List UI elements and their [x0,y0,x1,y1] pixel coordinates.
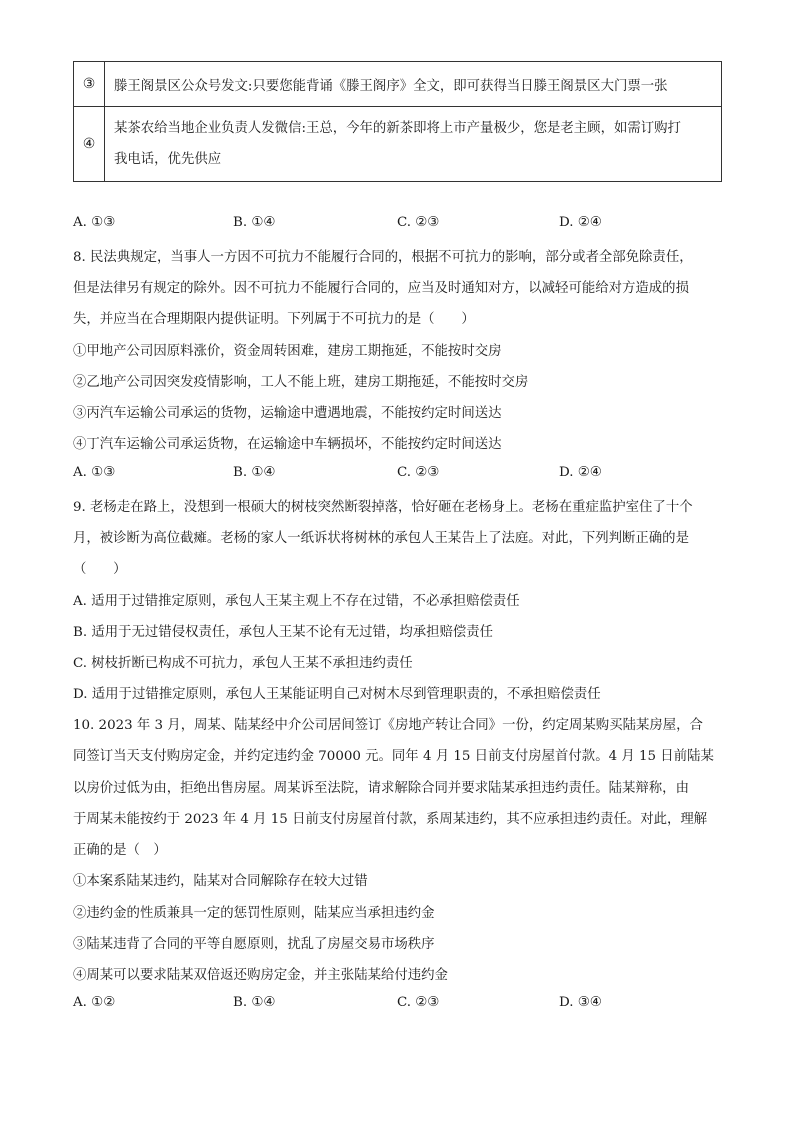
row-text: 滕王阁景区公众号发文:只要您能背诵《滕王阁序》全文，即可获得当日滕王阁景区大门票一张 [105,62,722,107]
option-d[interactable]: D. ②④ [559,465,602,480]
option-c[interactable]: C. ②③ [397,465,440,480]
option-d[interactable]: D. 适用于过错推定原则，承包人王某能证明自己对树木尽到管理职责的，不承担赔偿责任 [73,687,601,702]
option-c[interactable]: C. ②③ [397,215,440,230]
option-b[interactable]: B. 适用于无过错侵权责任，承包人王某不论有无过错，均承担赔偿责任 [73,625,494,640]
table-row [74,107,722,182]
question-8-stem: 失，并应当在合理期限内提供证明。下列属于不可抗力的是（ ） [73,312,475,327]
row-text [105,107,722,182]
option-a[interactable]: A. ①② [73,995,116,1010]
option-a[interactable]: A. 适用于过错推定原则，承包人王某主观上不存在过错，不必承担赔偿责任 [73,594,520,609]
q8-options [73,465,723,485]
question-8-stem: 8. 民法典规定，当事人一方因不可抗力不能履行合同的，根据不可抗力的影响，部分或者全部免除责任， [73,250,693,265]
statement-3: ③丙汽车运输公司承运的货物，运输途中遭遇地震，不能按约定时间送达 [73,406,502,421]
option-a[interactable]: A. ①③ [73,465,116,480]
option-d[interactable]: D. ②④ [559,215,602,230]
question-9-stem: 9. 老杨走在路上，没想到一根硕大的树枝突然断裂掉落，恰好砸在老杨身上。老杨在重症监护室住了十个 [73,500,693,515]
option-d[interactable]: D. ③④ [559,995,602,1010]
question-10-stem: 以房价过低为由，拒绝出售房屋。周某诉至法院，请求解除合同并要求陆某承担违约责任。陆某辩称，由 [73,781,689,796]
row-number: ④ [74,107,105,182]
statement-1: ①本案系陆某违约，陆某对合同解除存在较大过错 [73,874,368,889]
question-9-stem: （ ） [73,562,127,577]
option-c[interactable]: C. ②③ [397,995,440,1010]
row-text-line: 我电话，优先供应 [114,152,222,167]
option-a[interactable]: A. ①③ [73,215,116,230]
question-10-stem: 正确的是（ ） [73,843,167,858]
question-10-stem: 10. 2023 年 3 月，周某、陆某经中介公司居间签订《房地产转让合同》一份，约定周某购买陆某房屋，合 [73,718,703,733]
question-9-stem: 月，被诊断为高位截瘫。老杨的家人一纸诉状将树林的承包人王某告上了法庭。对此，下列判断正确的是 [73,531,689,546]
row-number: ③ [74,62,105,107]
row-text-line: 某茶农给当地企业负责人发微信:王总，今年的新茶即将上市产量极少，您是老主顾，如需订购打 [114,121,681,136]
statement-2: ②违约金的性质兼具一定的惩罚性原则，陆某应当承担违约金 [73,906,435,921]
information-table [73,61,722,182]
q10-options [73,995,723,1015]
statement-1: ①甲地产公司因原料涨价，资金周转困难，建房工期拖延，不能按时交房 [73,344,502,359]
statement-4: ④周某可以要求陆某双倍返还购房定金，并主张陆某给付违约金 [73,968,448,983]
question-10-stem: 于周某未能按约于 2023 年 4 月 15 日前支付房屋首付款，系周某违约，其不应承担违约责任。对此，理解 [73,812,708,827]
option-b[interactable]: B. ①④ [233,995,276,1010]
statement-4: ④丁汽车运输公司承运货物，在运输途中车辆损坏，不能按约定时间送达 [73,437,502,452]
statement-3: ③陆某违背了合同的平等自愿原则，扰乱了房屋交易市场秩序 [73,937,435,952]
statement-2: ②乙地产公司因突发疫情影响，工人不能上班，建房工期拖延，不能按时交房 [73,375,529,390]
question-10-stem: 同签订当天支付购房定金，并约定违约金 70000 元。同年 4 月 15 日前支付房屋首付款。4 月 15 日前陆某 [73,749,714,764]
option-b[interactable]: B. ①④ [233,465,276,480]
question-8-stem: 但是法律另有规定的除外。因不可抗力不能履行合同的，应当及时通知对方，以减轻可能给对方造成的损 [73,281,689,296]
option-b[interactable]: B. ①④ [233,215,276,230]
q7-options [73,215,723,235]
option-c[interactable]: C. 树枝折断已构成不可抗力，承包人王某不承担违约责任 [73,656,413,671]
table-row [74,62,722,107]
